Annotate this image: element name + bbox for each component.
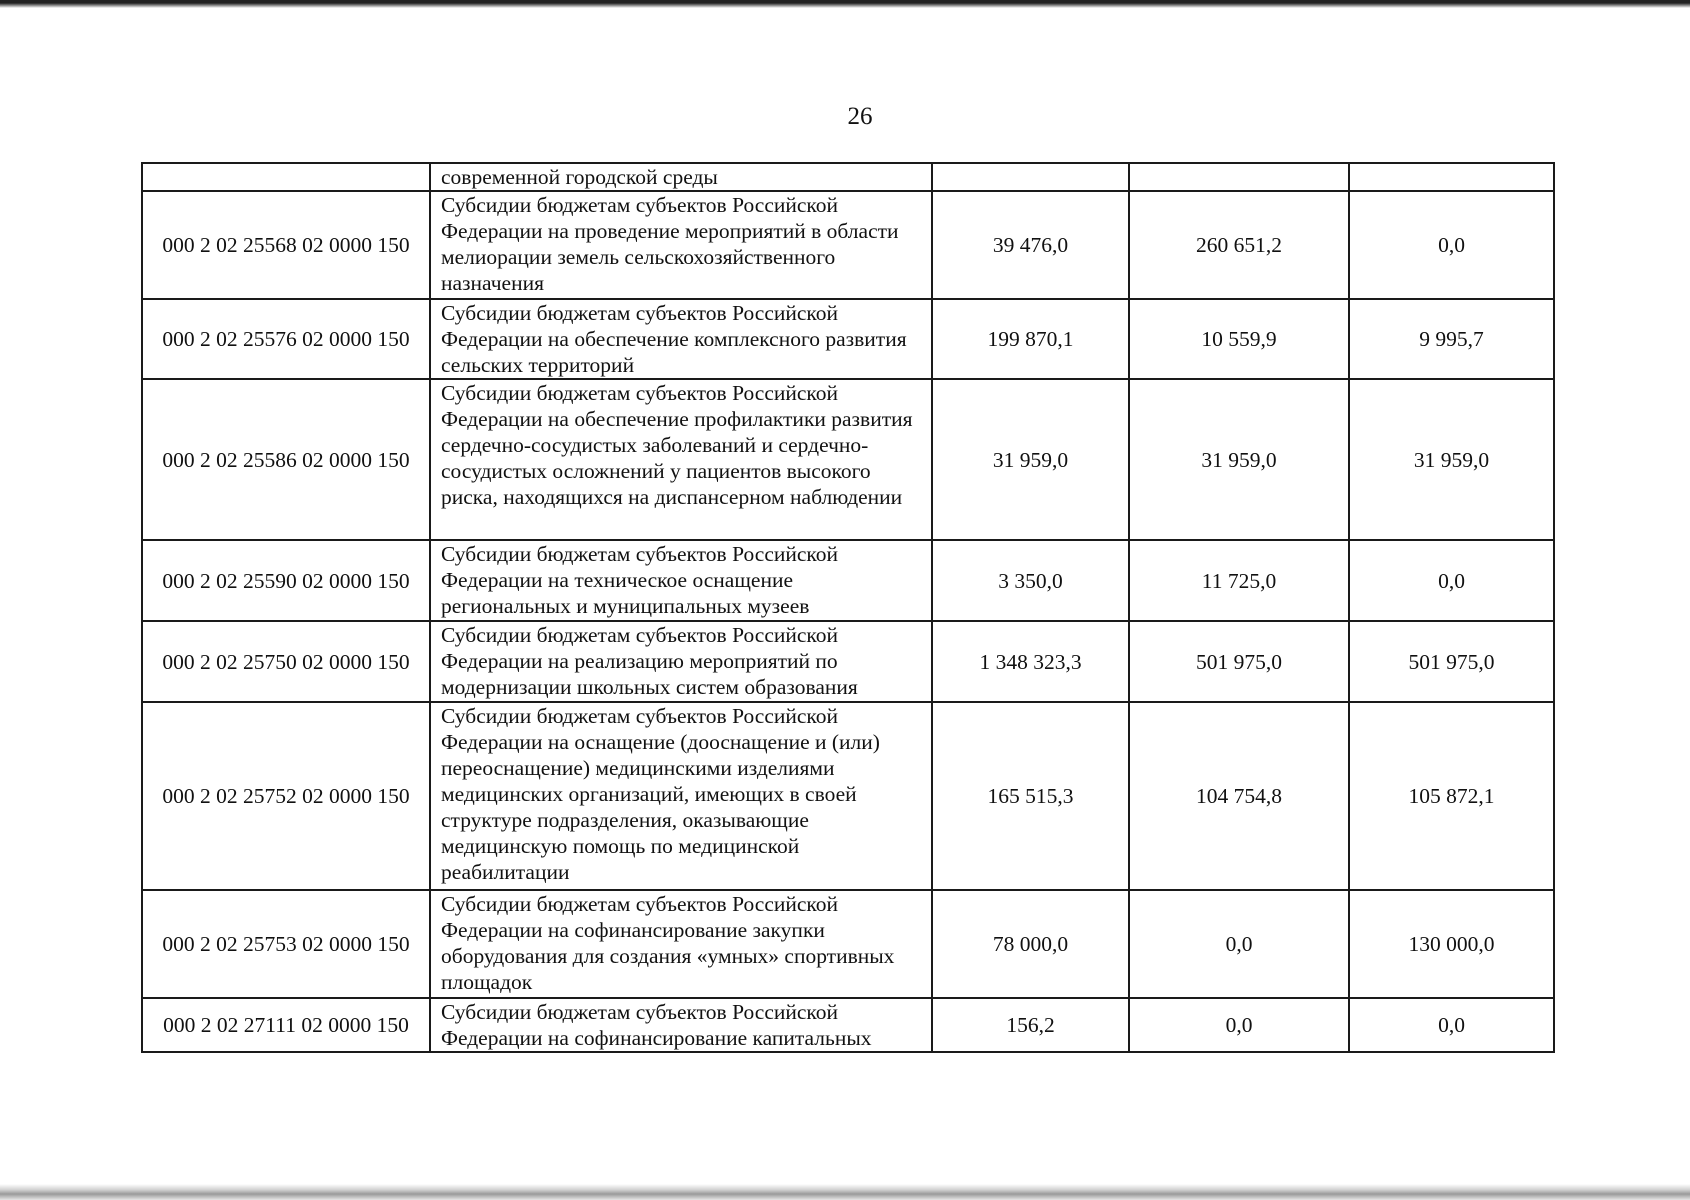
row-value-3: 0,0 (1349, 191, 1554, 299)
row-value-3: 0,0 (1349, 540, 1554, 621)
row-name: Субсидии бюджетам субъектов Российской Федерации на техническое оснащение региональных и муниципальных музеев (430, 540, 932, 621)
table-row (142, 702, 1554, 890)
table-row (142, 621, 1554, 702)
scan-edge-bottom (0, 1184, 1690, 1200)
page-number: 26 (847, 103, 873, 130)
row-value-3: 501 975,0 (1349, 621, 1554, 702)
row-name: Субсидии бюджетам субъектов Российской Федерации на софинансирование закупки оборудования для создания «умных» спортивных площадок (430, 890, 932, 998)
row-value-1: 31 959,0 (932, 379, 1129, 540)
row-name: Субсидии бюджетам субъектов Российской Федерации на обеспечение комплексного развития сельских территорий (430, 299, 932, 379)
row-value-1: 3 350,0 (932, 540, 1129, 621)
row-value-1: 1 348 323,3 (932, 621, 1129, 702)
row-value-1: 199 870,1 (932, 299, 1129, 379)
row-value-1: 156,2 (932, 998, 1129, 1052)
budget-table (141, 162, 1555, 1053)
row-value-1: 78 000,0 (932, 890, 1129, 998)
row-value-2: 104 754,8 (1129, 702, 1349, 890)
row-name: Субсидии бюджетам субъектов Российской Федерации на реализацию мероприятий по модернизации школьных систем образования (430, 621, 932, 702)
row-name: современной городской среды (430, 163, 932, 191)
row-value-3: 31 959,0 (1349, 379, 1554, 540)
row-name: Субсидии бюджетам субъектов Российской Федерации на проведение мероприятий в области мелиорации земель сельскохозяйственного назначения (430, 191, 932, 299)
row-name: Субсидии бюджетам субъектов Российской Федерации на обеспечение профилактики развития сердечно-сосудистых заболеваний и сердечно-сосудистых осложнений у пациентов высокого риска, находящихся на диспансерном наблюдении (430, 379, 932, 540)
table-row (142, 540, 1554, 621)
row-name: Субсидии бюджетам субъектов Российской Федерации на софинансирование капитальных (430, 998, 932, 1052)
row-code: 000 2 02 25568 02 0000 150 (142, 191, 430, 299)
row-value-3 (1349, 163, 1554, 191)
table-row (142, 299, 1554, 379)
table-row (142, 890, 1554, 998)
row-value-2: 31 959,0 (1129, 379, 1349, 540)
row-value-3: 105 872,1 (1349, 702, 1554, 890)
row-code: 000 2 02 25590 02 0000 150 (142, 540, 430, 621)
row-value-2 (1129, 163, 1349, 191)
row-value-1 (932, 163, 1129, 191)
row-code (142, 163, 430, 191)
row-value-2: 10 559,9 (1129, 299, 1349, 379)
table-row (142, 379, 1554, 540)
row-value-2: 11 725,0 (1129, 540, 1349, 621)
row-value-1: 165 515,3 (932, 702, 1129, 890)
table-row (142, 998, 1554, 1052)
row-code: 000 2 02 27111 02 0000 150 (142, 998, 430, 1052)
table-row (142, 191, 1554, 299)
table-row (142, 163, 1554, 191)
row-value-3: 0,0 (1349, 998, 1554, 1052)
row-code: 000 2 02 25752 02 0000 150 (142, 702, 430, 890)
row-code: 000 2 02 25753 02 0000 150 (142, 890, 430, 998)
row-value-2: 0,0 (1129, 998, 1349, 1052)
row-value-2: 501 975,0 (1129, 621, 1349, 702)
row-code: 000 2 02 25750 02 0000 150 (142, 621, 430, 702)
row-value-2: 0,0 (1129, 890, 1349, 998)
row-value-3: 9 995,7 (1349, 299, 1554, 379)
row-code: 000 2 02 25576 02 0000 150 (142, 299, 430, 379)
scan-edge-top (0, 0, 1690, 8)
row-value-3: 130 000,0 (1349, 890, 1554, 998)
row-name: Субсидии бюджетам субъектов Российской Федерации на оснащение (дооснащение и (или) переоснащение) медицинскими изделиями медицинских организаций, имеющих в своей структуре подразделения, оказывающие медицинскую помощь по медицинской реабилитации (430, 702, 932, 890)
row-value-1: 39 476,0 (932, 191, 1129, 299)
row-code: 000 2 02 25586 02 0000 150 (142, 379, 430, 540)
row-value-2: 260 651,2 (1129, 191, 1349, 299)
